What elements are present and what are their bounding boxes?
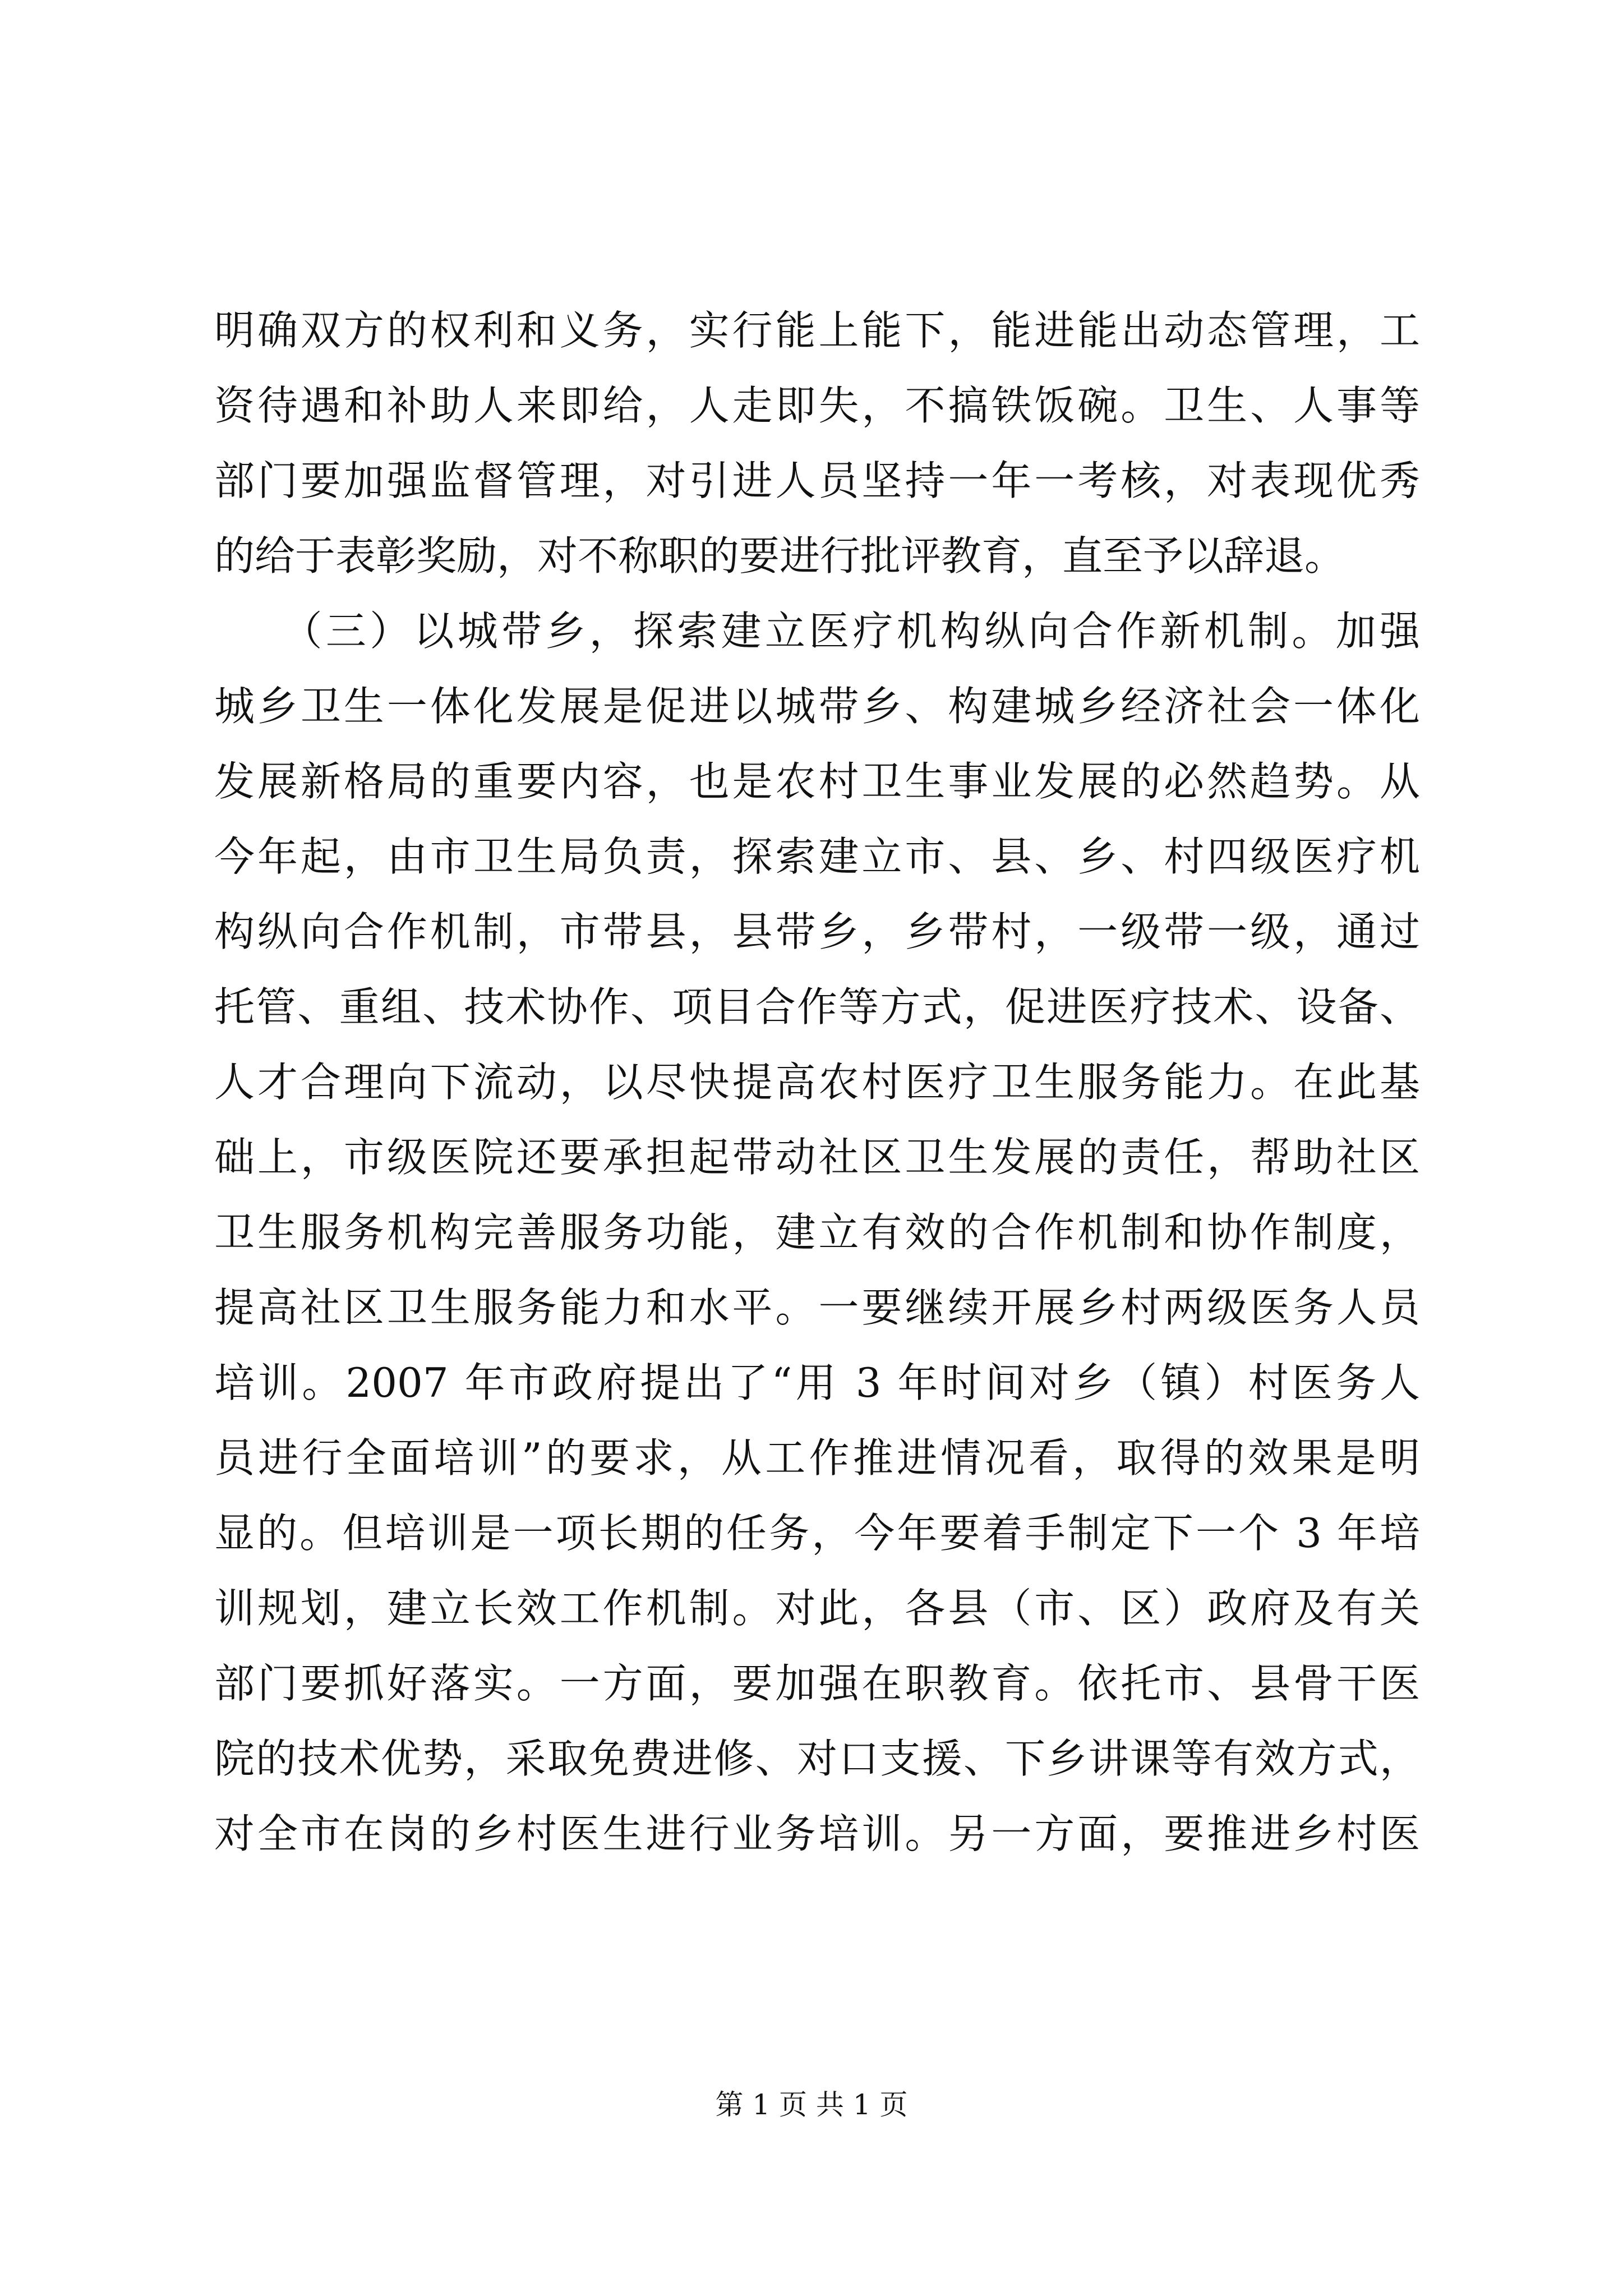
text-line-12: 础上，市级医院还要承担起带动社区卫生发展的责任，帮助社区: [214, 1134, 1420, 1181]
text-line-7: 发展新格局的重要内容，也是农村卫生事业发展的必然趋势。从: [214, 758, 1420, 805]
text-line-1: 明确双方的权利和义务，实行能上能下，能进能出动态管理，工: [214, 307, 1420, 354]
text-line-6: 城乡卫生一体化发展是促进以城带乡、构建城乡经济社会一体化: [214, 683, 1420, 730]
text-line-13: 卫生服务机构完善服务功能，建立有效的合作机制和协作制度，: [214, 1209, 1420, 1256]
text-line-8: 今年起，由市卫生局负责，探索建立市、县、乡、村四级医疗机: [214, 833, 1420, 880]
text-line-2: 资待遇和补助人来即给，人走即失，不搞铁饭碗。卫生、人事等: [214, 382, 1420, 429]
text-line-9: 构纵向合作机制，市带县，县带乡，乡带村，一级带一级，通过: [214, 908, 1420, 955]
text-line-3: 部门要加强监督管理，对引进人员坚持一年一考核，对表现优秀: [214, 457, 1420, 504]
text-line-17: 显的。但培训是一项长期的任务，今年要着手制定下一个 3 年培: [214, 1510, 1420, 1557]
document-body: [214, 293, 1420, 1871]
text-line-20: 院的技术优势，采取免费进修、对口支援、下乡讲课等有效方式，: [214, 1735, 1420, 1782]
text-line-11: 人才合理向下流动，以尽快提高农村医疗卫生服务能力。在此基: [214, 1059, 1420, 1106]
page-footer: 第 1 页 共 1 页: [715, 2088, 908, 2121]
text-line-14: 提高社区卫生服务能力和水平。一要继续开展乡村两级医务人员: [214, 1284, 1420, 1331]
text-line-21: 对全市在岗的乡村医生进行业务培训。另一方面，要推进乡村医: [214, 1810, 1420, 1857]
text-line-4: 的给于表彰奖励，对不称职的要进行批评教育，直至予以辞退。: [214, 532, 1345, 579]
text-line-10: 托管、重组、技术协作、项目合作等方式，促进医疗技术、设备、: [214, 983, 1420, 1030]
text-line-16: 员进行全面培训”的要求，从工作推进情况看，取得的效果是明: [214, 1434, 1420, 1481]
text-line-15: 培训。2007 年市政府提出了“用 3 年时间对乡（镇）村医务人: [214, 1359, 1420, 1406]
text-line-5: （三）以城带乡，探索建立医疗机构纵向合作新机制。加强: [214, 608, 1420, 655]
text-line-19: 部门要抓好落实。一方面，要加强在职教育。依托市、县骨干医: [214, 1660, 1420, 1707]
text-line-18: 训规划，建立长效工作机制。对此，各县（市、区）政府及有关: [214, 1585, 1420, 1632]
